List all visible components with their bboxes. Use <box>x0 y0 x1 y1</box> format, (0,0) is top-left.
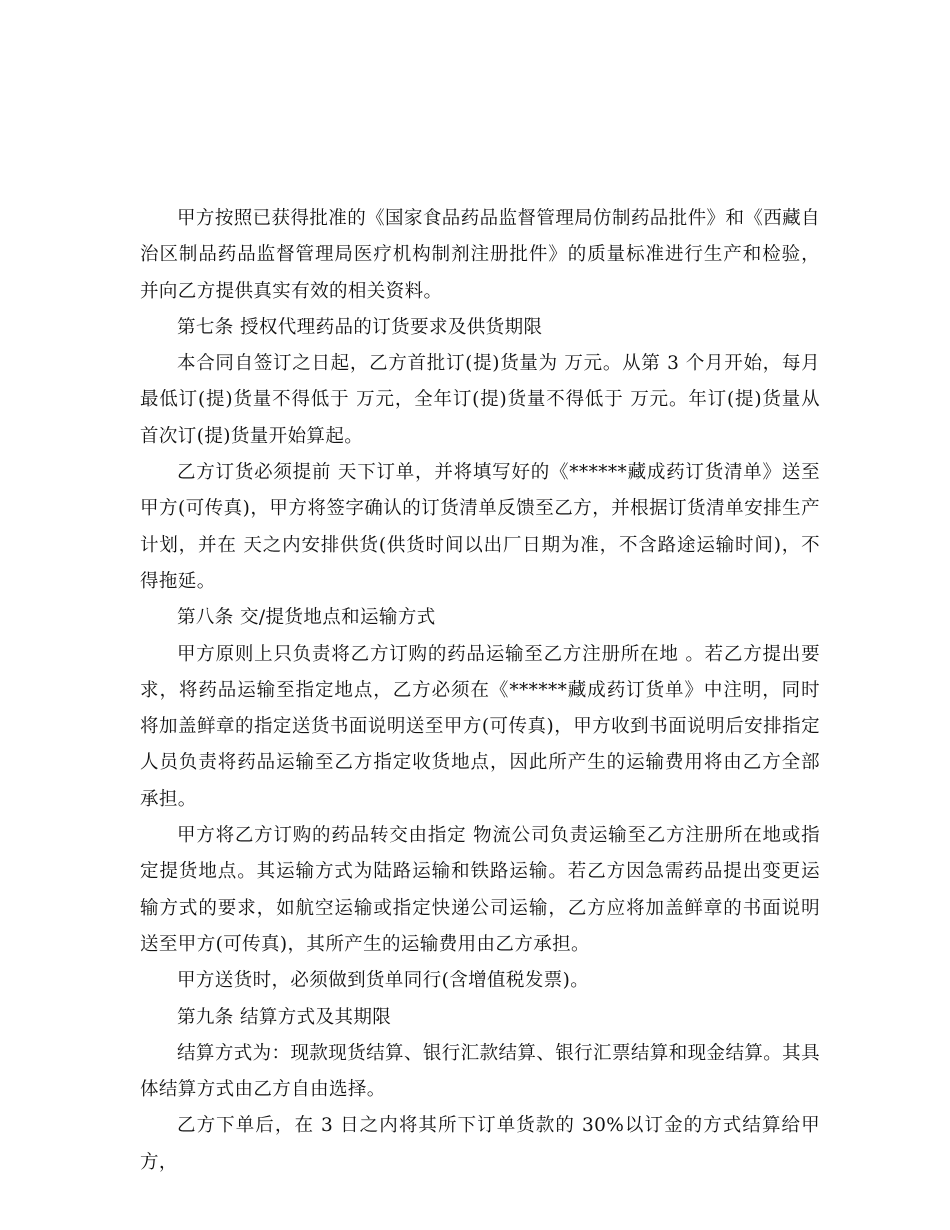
paragraph-settlement-methods: 结算方式为：现款现货结算、银行汇款结算、银行汇票结算和现金结算。其具体结算方式由乙方自由选择。 <box>140 1042 820 1101</box>
paragraph-invoice-with-goods: 甲方送货时，必须做到货单同行(含增值税发票)。 <box>177 970 590 992</box>
heading-article-8: 第八条 交/提货地点和运输方式 <box>177 607 436 629</box>
heading-article-7: 第七条 授权代理药品的订货要求及供货期限 <box>177 316 543 338</box>
paragraph-quality-standard: 甲方按照已获得批准的《国家食品药品监督管理局仿制药品批件》和《西藏自治区制品药品监督管理局医疗机构制剂注册批件》的质量标准进行生产和检验，并向乙方提供真实有效的相关资料。 <box>140 208 820 302</box>
heading-article-9: 第九条 结算方式及其期限 <box>177 1006 392 1028</box>
paragraph-order-procedure: 乙方订货必须提前 天下订单，并将填写好的《******藏成药订货清单》送至甲方(可传真)，甲方将签字确认的订货清单反馈至乙方，并根据订货清单安排生产计划，并在 天之内安排供货(供货时间以出厂日期为准，不含路途运输时间)，不得拖延。 <box>140 462 820 592</box>
paragraph-delivery-location: 甲方原则上只负责将乙方订购的药品运输至乙方注册所在地 。若乙方提出要求，将药品运输至指定地点，乙方必须在《******藏成药订货单》中注明，同时将加盖鲜章的指定送货书面说明送至甲方(可传真)，甲方收到书面说明后安排指定人员负责将药品运输至乙方指定收货地点，因此所产生的运输费用将由乙方全部承担。 <box>140 643 820 810</box>
document-body <box>140 201 820 1181</box>
paragraph-deposit-terms: 乙方下单后，在 3 日之内将其所下订单货款的 30%以订金的方式结算给甲方， <box>140 1115 820 1173</box>
paragraph-transport-method: 甲方将乙方订购的药品转交由指定 物流公司负责运输至乙方注册所在地或指定提货地点。其运输方式为陆路运输和铁路运输。若乙方因急需药品提出变更运输方式的要求，如航空运输或指定快递公司运输，乙方应将加盖鲜章的书面说明送至甲方(可传真)，其所产生的运输费用由乙方承担。 <box>140 825 820 955</box>
paragraph-order-volume: 本合同自签订之日起，乙方首批订(提)货量为 万元。从第 3 个月开始，每月最低订(提)货量不得低于 万元，全年订(提)货量不得低于 万元。年订(提)货量从首次订(提)货量开始算起。 <box>140 353 820 447</box>
